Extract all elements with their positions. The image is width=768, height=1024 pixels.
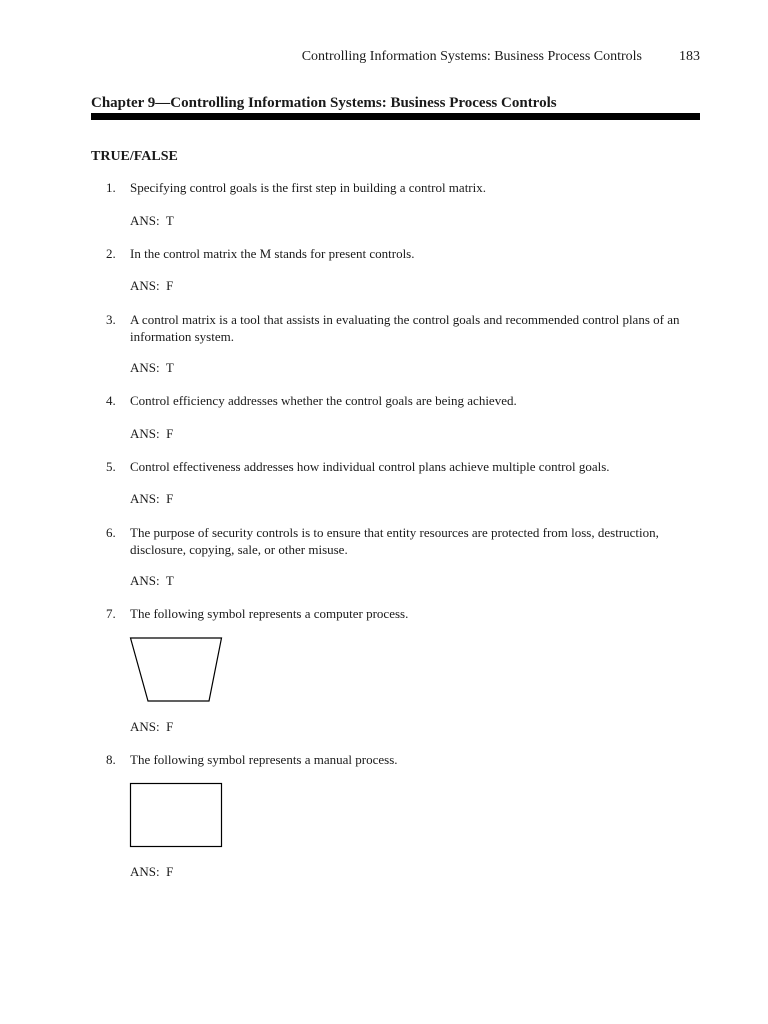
trapezoid-symbol-icon: [129, 636, 225, 704]
page-number: 183: [679, 49, 700, 64]
question-number: 3.: [106, 312, 116, 327]
answer-6: ANS: T: [130, 573, 174, 588]
question-text: The following symbol represents a manual process.: [130, 752, 398, 767]
question-number: 8.: [106, 752, 116, 767]
question-text: Control efficiency addresses whether the control goals are being achieved.: [130, 393, 517, 408]
question-text: The purpose of security controls is to ensure that entity resources are protected from loss, destruction, disclosure, copying, sale, or other misuse.: [130, 525, 659, 557]
section-heading: TRUE/FALSE: [91, 149, 178, 164]
question-number: 2.: [106, 246, 116, 261]
question-text: The following symbol represents a computer process.: [130, 606, 409, 621]
question-number: 6.: [106, 525, 116, 540]
answer-3: ANS: T: [130, 360, 174, 375]
answer-8: ANS: F: [130, 864, 174, 879]
question-number: 1.: [106, 180, 116, 195]
question-number: 7.: [106, 606, 116, 621]
title-rule: [91, 113, 700, 120]
chapter-title: Chapter 9—Controlling Information Systems: Business Process Controls: [91, 95, 557, 111]
question-text: A control matrix is a tool that assists in evaluating the control goals and recommended control plans of an information system.: [130, 312, 680, 344]
answer-5: ANS: F: [130, 491, 174, 506]
question-number: 4.: [106, 393, 116, 408]
rectangle-symbol-icon: [129, 782, 225, 850]
question-text: In the control matrix the M stands for present controls.: [130, 246, 415, 261]
answer-2: ANS: F: [130, 278, 174, 293]
answer-4: ANS: F: [130, 426, 174, 441]
question-text: Specifying control goals is the first step in building a control matrix.: [130, 180, 486, 195]
running-title: Controlling Information Systems: Business Process Controls: [301, 49, 642, 64]
answer-7: ANS: F: [130, 719, 174, 734]
question-number: 5.: [106, 459, 116, 474]
question-text: Control effectiveness addresses how individual control plans achieve multiple control goals.: [130, 459, 610, 474]
answer-1: ANS: T: [130, 213, 174, 228]
